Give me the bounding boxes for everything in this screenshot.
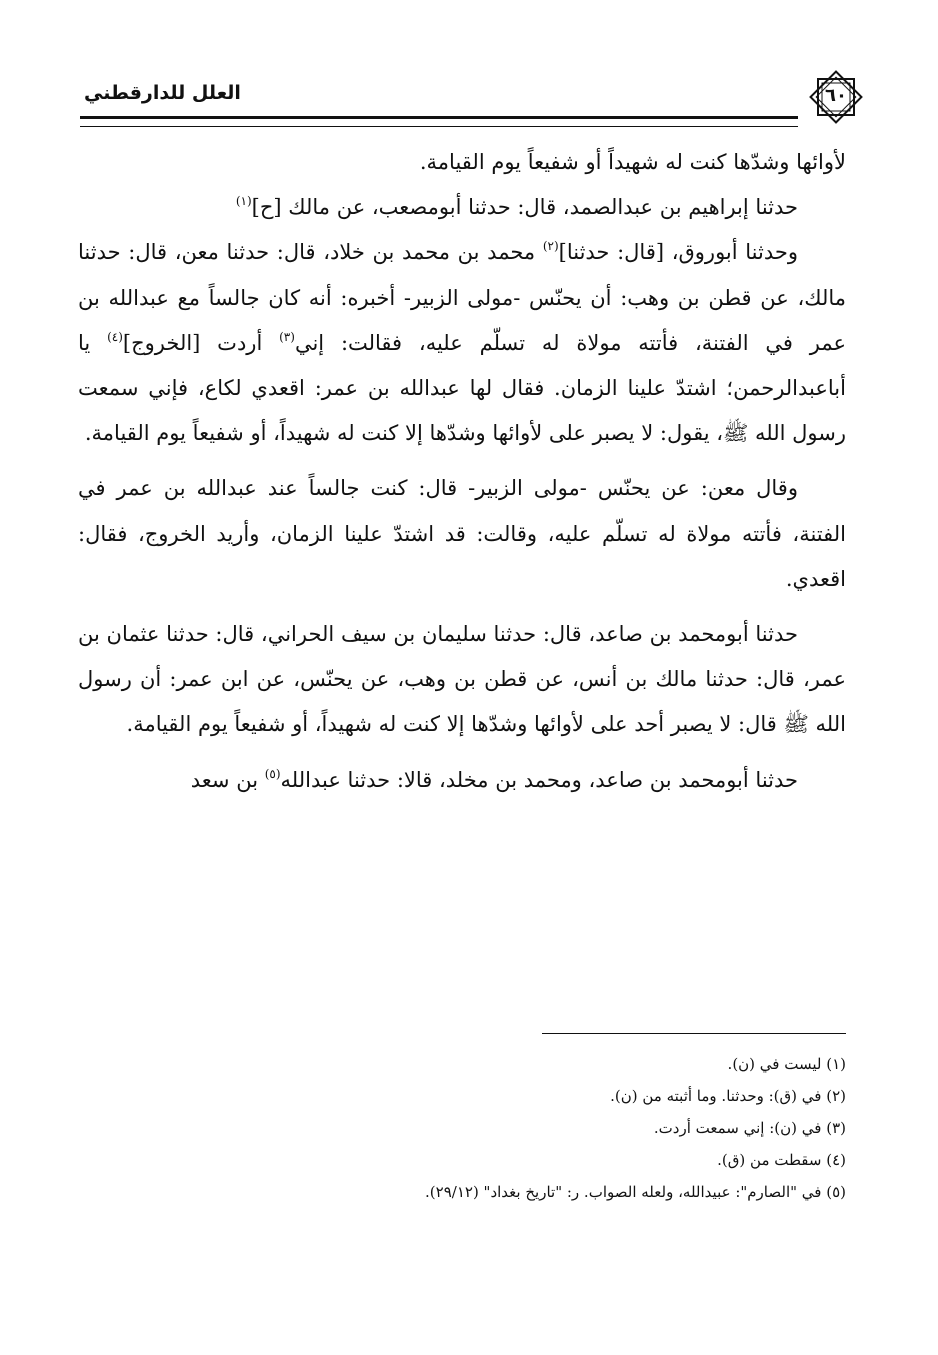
paragraph-3-part-b: محمد بن محمد بن خلاد، قال: حدثنا معن، قال: حدثنا مالك، عن قطن بن وهب: أن يحنّس -مولى الزبير- أخبره: أنه كان جالساً مع عبدالله بن عمر في الفتنة، فأتته مولاة له تسلّم عليه، فقالت: إني [78,240,847,355]
paragraph-4: وقال معن: عن يحنّس -مولى الزبير- قال: كنت جالساً عند عبدالله بن عمر في الفتنة، فأتته مولاة له تسلّم عليه، وقالت: قد اشتدّ علينا الزمان، وأريد الخروج، فقال: اقعدي. [78,476,846,591]
paragraph-6-part-a: حدثنا أبومحمد بن صاعد، ومحمد بن مخلد، قالا: حدثنا عبدالله [280,767,798,792]
footnotes [300,1048,846,1208]
paragraph-3-part-d: يا أباعبدالرحمن؛ اشتدّ علينا الزمان. فقال لها عبدالله بن عمر: اقعدي لكاع، فإني سمعت رسول الله ﷺ، يقول: لا يصبر على لأوائها وشدّها إلا كنت له شهيداً، أو شفيعاً يوم القيامة. [78,330,846,446]
paragraph-6-part-b: بن سعد [190,767,265,792]
footnote-marker-3: (٣) [279,329,295,344]
page-number: ٦٠ [825,85,847,106]
footnote-marker-4: (٤) [107,329,123,344]
page-number-badge [804,68,868,126]
paragraph-1: لأوائها وشدّها كنت له شهيداً أو شفيعاً يوم القيامة. [419,150,846,174]
book-title: العلل للدارقطني [84,82,241,104]
footnote-marker-2: (٢) [542,239,559,254]
paragraph-3 [78,230,846,456]
footnote-marker-5: (٥) [264,766,281,781]
footnote-4: (٤) سقطت من (ق). [717,1151,846,1169]
paragraph-3-part-a: وحدثنا أبوروق، [قال: حدثنا] [558,240,799,265]
paragraph-2 [78,185,846,230]
header-rule [80,116,798,127]
paragraph-6 [78,758,846,803]
footnote-separator [542,1033,846,1034]
paragraph-5: حدثنا أبومحمد بن صاعد، قال: حدثنا سليمان بن سيف الحراني، قال: حدثنا عثمان بن عمر، قال: حدثنا مالك بن أنس، عن قطن بن وهب، عن يحنّس، عن ابن عمر: أن رسول الله ﷺ قال: لا يصبر أحد على لأوائها وشدّها إلا كنت له شهيداً، أو شفيعاً يوم القيامة. [78,622,846,737]
footnote-2: (٢) في (ق): وحدثنا. وما أثبته من (ن). [610,1087,846,1105]
paragraph-3-part-c: أردت [الخروج] [122,330,280,355]
footnote-marker-1: (١) [235,194,252,209]
footnote-3: (٣) في (ن): إني سمعت أردت. [653,1119,846,1137]
paragraph-2-text: حدثنا إبراهيم بن عبدالصمد، قال: حدثنا أبومصعب، عن مالك [ح] [251,195,798,220]
footnote-1: (١) ليست في (ن). [727,1055,846,1073]
main-text [78,140,846,803]
footnote-5: (٥) في "الصارم": عبيدالله، ولعله الصواب. ر: "تاريخ بغداد" (٢٩/١٢). [425,1183,846,1201]
